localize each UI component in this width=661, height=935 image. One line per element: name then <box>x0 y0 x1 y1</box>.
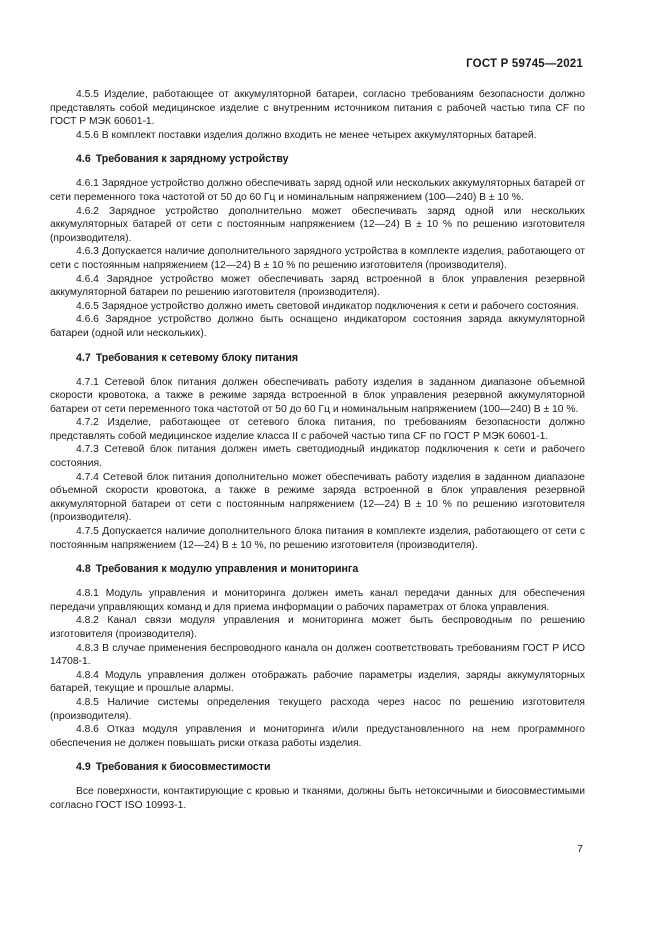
paragraph-4-5-5: 4.5.5 Изделие, работающее от аккумуляторной батареи, согласно требованиям безопасности должно представлять собой медицинское изделие с внутренним источником питания с рабочей частью типа CF по ГОСТ Р МЭК 60601-1. <box>50 89 585 128</box>
paragraph-4-8-6: 4.8.6 Отказ модуля управления и мониторинга и/или предустановленного на нем программного обеспечения не должен повышать риски отказа работы изделия. <box>50 724 585 749</box>
paragraph-4-6-6: 4.6.6 Зарядное устройство должно быть оснащено индикатором состояния заряда аккумуляторной батареи (одной или нескольких). <box>50 314 585 339</box>
page-number: 7 <box>577 843 583 855</box>
paragraph-4-6-3: 4.6.3 Допускается наличие дополнительного зарядного устройства в комплекте изделия, работающего от сети с постоянным напряжением (12—24) В ± 10 % по решению изготовителя (производителя). <box>50 246 585 271</box>
section-number: 4.7 <box>76 351 91 364</box>
paragraph-4-7-5: 4.7.5 Допускается наличие дополнительного блока питания в комплекте изделия, работающего от сети с постоянным напряжением (12—24) В ± 10 %, по решению изготовителя (производителя). <box>50 526 585 551</box>
section-number: 4.6 <box>76 153 91 166</box>
section-heading-4-9 <box>50 760 585 774</box>
paragraph-4-7-2: 4.7.2 Изделие, работающее от сетевого блока питания, по требованиям безопасности должно представлять собой медицинское изделие класса II с рабочей частью типа CF по ГОСТ Р МЭК 60601-1. <box>50 417 585 442</box>
document-code-header: ГОСТ Р 59745—2021 <box>466 58 583 70</box>
paragraph-4-8-2: 4.8.2 Канал связи модуля управления и мониторинга может быть беспроводным по решению изготовителя (производителя). <box>50 615 585 640</box>
section-heading-4-7 <box>50 351 585 365</box>
paragraph-4-9: Все поверхности, контактирующие с кровью и тканями, должны быть нетоксичными и биосовместимыми согласно ГОСТ ISO 10993-1. <box>50 786 585 811</box>
paragraph-4-8-1: 4.8.1 Модуль управления и мониторинга должен иметь канал передачи данных для обеспечения передачи управляющих команд и для приема информации о рабочих параметрах от блока управления. <box>50 588 585 613</box>
document-body <box>50 88 585 813</box>
paragraph-4-6-2: 4.6.2 Зарядное устройство дополнительно может обеспечивать заряд одной или нескольких аккумуляторных батарей от сети с постоянным напряжением (12—24) В ± 10 % по решению изготовителя (производителя). <box>50 205 585 244</box>
section-heading-4-8 <box>50 562 585 576</box>
section-title: Требования к зарядному устройству <box>95 153 289 166</box>
section-number: 4.8 <box>76 563 91 576</box>
paragraph-4-8-5: 4.8.5 Наличие системы определения текущего расхода через насос по решению изготовителя (производителя). <box>50 696 585 722</box>
section-title: Требования к сетевому блоку питания <box>95 351 299 364</box>
section-number: 4.9 <box>76 761 91 774</box>
section-title: Требования к биосовместимости <box>95 761 271 774</box>
paragraph-4-6-4: 4.6.4 Зарядное устройство может обеспечивать заряд встроенной в блок управления резервной аккумуляторной батареи по решению изготовителя (производителя). <box>50 273 585 299</box>
paragraph-4-5-6: 4.5.6 В комплект поставки изделия должно входить не менее четырех аккумуляторных батарей. <box>76 129 537 141</box>
section-title: Требования к модулю управления и мониторинга <box>95 563 359 576</box>
section-heading-4-6 <box>50 152 585 166</box>
paragraph-4-8-4: 4.8.4 Модуль управления должен отображать рабочие параметры изделия, заряды аккумуляторных батарей, текущие и прошлые алармы. <box>50 669 585 695</box>
paragraph-4-7-1: 4.7.1 Сетевой блок питания должен обеспечивать работу изделия в заданном диапазоне объемной скорости кровотока, а также в режиме заряда встроенной в блок управления резервной аккумуляторной батареи от сети переменного тока частотой от 50 до 60 Гц и номинальным напряжением (100—240) В ± 10 %. <box>50 376 585 415</box>
paragraph-4-7-3: 4.7.3 Сетевой блок питания должен иметь светодиодный индикатор подключения к сети и рабочего состояния. <box>50 444 585 470</box>
paragraph-4-8-3: 4.8.3 В случае применения беспроводного канала он должен соответствовать требованиям ГОСТ Р ИСО 14708-1. <box>50 642 585 668</box>
paragraph-4-7-4: 4.7.4 Сетевой блок питания дополнительно может обеспечивать работу изделия в заданном диапазоне объемной скорости кровотока, а также в режиме заряда встроенной в блок управления резервной аккумуляторной батареи от сети с постоянным напряжением (12—24) В ± 10 % по решению изготовителя (производителя). <box>50 471 585 524</box>
paragraph-4-6-1: 4.6.1 Зарядное устройство должно обеспечивать заряд одной или нескольких аккумуляторных батарей от сети переменного тока частотой от 50 до 60 Гц и номинальным напряжением (100—240) В ± 10 %. <box>50 178 585 203</box>
paragraph-4-6-5: 4.6.5 Зарядное устройство должно иметь световой индикатор подключения к сети и рабочего состояния. <box>76 300 579 312</box>
